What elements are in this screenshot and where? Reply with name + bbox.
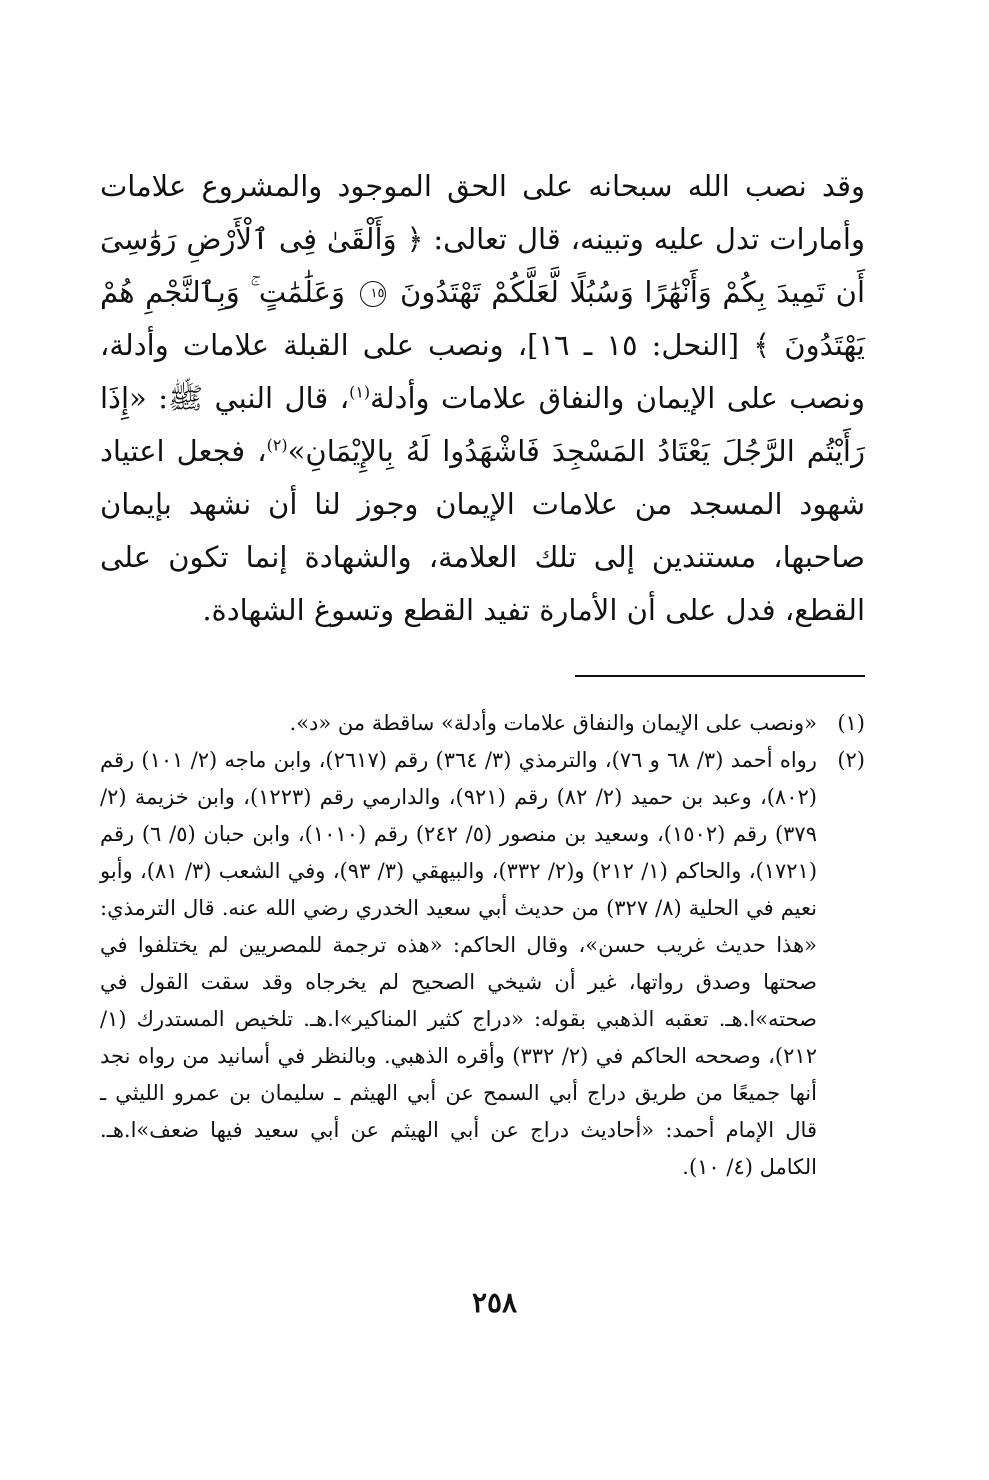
- book-page: [100, 160, 865, 1320]
- intro-text: وقد نصب الله سبحانه على الحق الموجود والمشروع علامات وأمارات تدل عليه وتبينه، قال تعالى:: [100, 169, 865, 256]
- verse-part-1: ﴿ وَأَلْقَىٰ فِى ٱلْأَرْضِ رَوَٰسِىَ أَن تَمِيدَ بِكُمْ وَأَنْهَٰرًا وَسُبُلًا لَّعَلَّكُمْ تَهْتَدُونَ: [100, 222, 866, 309]
- hadith-text: «إِذَا رَأَيْتُم الرَّجُلَ يَعْتَادُ المَسْجِدَ فَاشْهَدُوا لَهُ بِالإِيْمَانِ»: [100, 381, 865, 468]
- footnote-2: [100, 742, 865, 1186]
- footnote-number: (٢): [837, 748, 865, 772]
- footnote-ref-1[interactable]: (١): [349, 382, 371, 402]
- footnote-text: رواه أحمد (٣/ ٦٨ و ٧٦)، والترمذي (٣/ ٣٦٤) رقم (٢٦١٧)، وابن ماجه (٢/ ١٠١) رقم (٨٠٢)، وعبد بن حميد (٢/ ٨٢) رقم (٩٢١)، والدارمي رقم (١٢٢٣)، وابن خزيمة (٢/ ٣٧٩) رقم (١٥٠٢)، وسعيد بن منصور (٥/ ٢٤٢) رقم (١٠١٠)، وابن حبان (٥/ ٦) رقم (١٧٢١)، والحاكم (١/ ٢١٢) و(٢/ ٣٣٢)، والبيهقي (٣/ ٩٣)، وفي الشعب (٣/ ٨١)، وأبو نعيم في الحلية (٨/ ٣٢٧) من حديث أبي سعيد الخدري رضي الله عنه. قال الترمذي: «هذا حديث غريب حسن»، وقال الحاكم: «هذه ترجمة للمصريين لم يختلفوا في صحتها وصدق رواتها، غير أن شيخي الصحيح لم يخرجاه وقد سقت القول في صحته»ا.هـ. تعقبه الذهبي بقوله: «دراج كثير المناكير»ا.هـ. تلخيص المستدرك (١/ ٢١٢)، وصححه الحاكم في (٢/ ٣٣٢) وأقره الذهبي. وبالنظر في أسانيد من رواه نجد أنها جميعًا من طريق دراج أبي السمح عن أبي الهيثم ـ سليمان بن عمرو الليثي ـ قال الإمام أحمد: «أحاديث دراج عن أبي الهيثم عن أبي سعيد فيها ضعف»ا.هـ. الكامل (٤/ ١٠).: [100, 748, 818, 1179]
- footnote-1: [100, 705, 865, 742]
- verse-number-mark: ١٥: [360, 281, 386, 307]
- middle-text: ، قال النبي ﷺ:: [146, 381, 350, 415]
- main-paragraph: [100, 160, 865, 637]
- ending-text: ، فجعل اعتياد شهود المسجد من علامات الإيمان وجوز لنا أن نشهد بإيمان صاحبها، مستندين إلى تلك العلامة، والشهادة إنما تكون على القطع، فدل على أن الأمارة تفيد القطع وتسوغ الشهادة.: [100, 434, 865, 627]
- surah-citation: [النحل: ١٥ ـ ١٦]، ونصب على القبلة علامات وأدلة، ونصب على الإيمان والنفاق علامات وأدلة: [100, 328, 866, 415]
- footnotes-section: [100, 705, 865, 1186]
- footnote-number: (١): [837, 711, 865, 735]
- footnote-ref-2[interactable]: (٢): [266, 435, 288, 455]
- page-number: ٢٥٨: [471, 1286, 518, 1319]
- footnote-text: «ونصب على الإيمان والنفاق علامات وأدلة» ساقطة من «د».: [289, 711, 817, 735]
- verse-part-2: وَعَلَٰمَٰتٍ ۚ وَبِٱلنَّجْمِ هُمْ يَهْتَدُونَ ﴾: [100, 275, 865, 362]
- footnote-separator: [575, 675, 865, 677]
